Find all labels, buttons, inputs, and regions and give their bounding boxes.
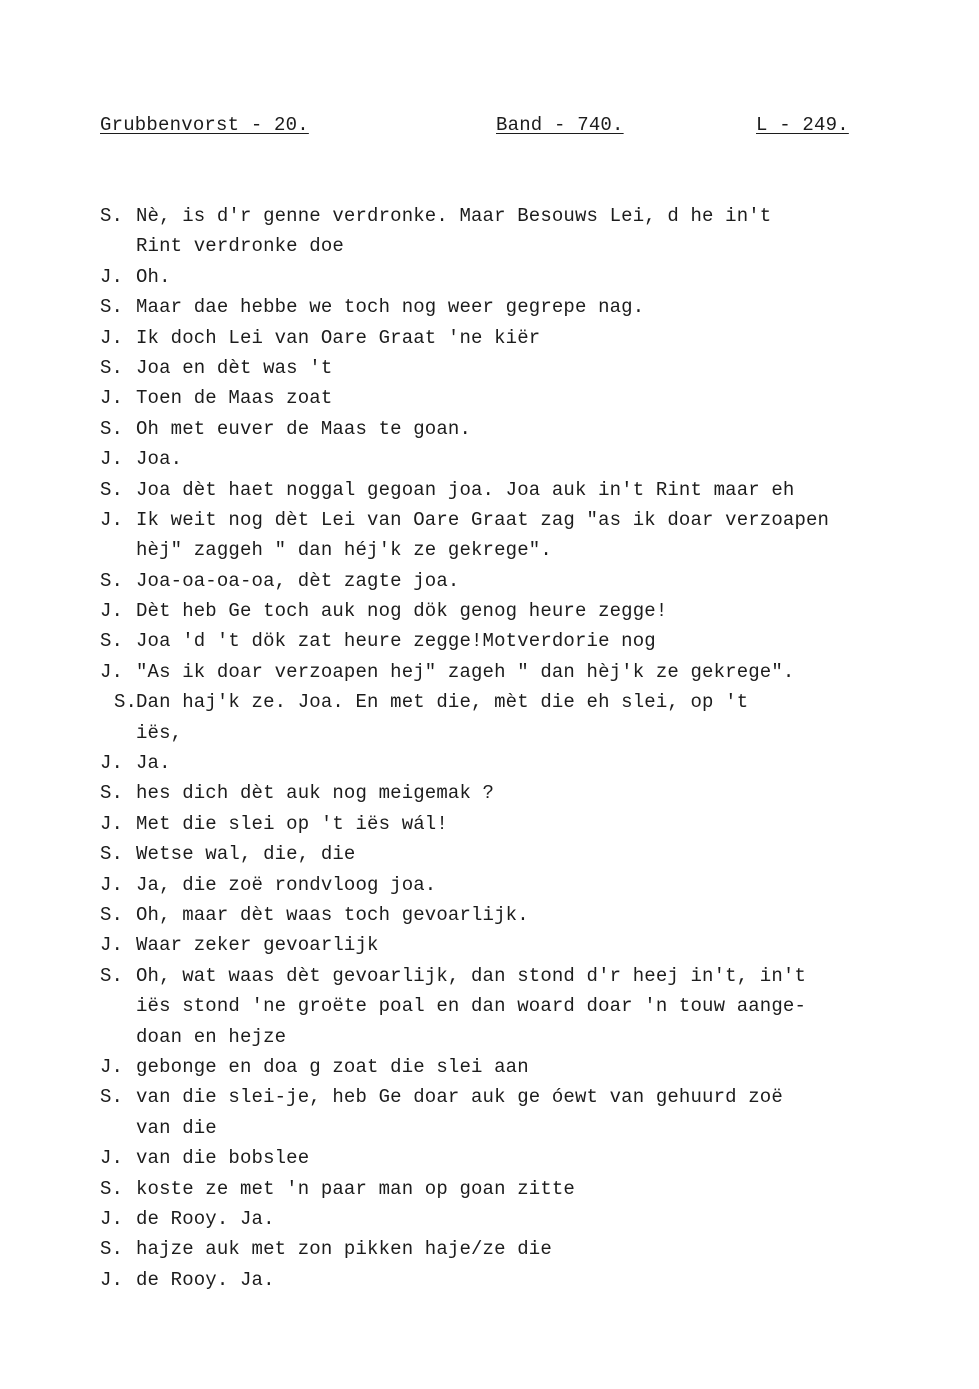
utterance-text: Rint verdronke doe xyxy=(136,235,344,258)
utterance-text: Joa. xyxy=(136,448,183,471)
speaker-label: S. xyxy=(100,843,124,866)
speaker-label: S. xyxy=(100,1177,124,1200)
utterance-text: iës stond 'ne groëte poal en dan woard doar 'n touw aange- xyxy=(136,995,807,1018)
speaker-label: J. xyxy=(100,600,124,623)
utterance-text: van die xyxy=(136,1116,217,1139)
utterance-text: Ja, die zoë rondvloog joa. xyxy=(136,873,437,896)
speaker-label: J. xyxy=(100,1147,124,1170)
transcript-line xyxy=(100,930,900,960)
header-location: Grubbenvorst - 20. xyxy=(100,114,309,136)
transcript-line xyxy=(100,718,900,748)
transcript-line xyxy=(100,961,900,991)
utterance-text: Oh, wat waas dèt gevoarlijk, dan stond d'r heej in't, in't xyxy=(136,964,807,987)
speaker-label: S. xyxy=(100,356,124,379)
utterance-text: Dan haj'k ze. Joa. En met die, mèt die eh slei, op 't xyxy=(136,691,749,714)
transcript-line xyxy=(100,1113,900,1143)
transcript-line xyxy=(100,1204,900,1234)
header-tape-number: Band - 740. xyxy=(496,114,624,136)
speaker-label: J. xyxy=(100,873,124,896)
utterance-text: gebonge en doa g zoat die slei aan xyxy=(136,1055,529,1078)
speaker-label: S. xyxy=(100,296,124,319)
speaker-label: J. xyxy=(100,1055,124,1078)
transcript-line xyxy=(100,353,900,383)
speaker-label: S. xyxy=(100,1238,124,1261)
transcript-line xyxy=(100,748,900,778)
utterance-text: de Rooy. Ja. xyxy=(136,1207,275,1230)
transcript-line xyxy=(100,626,900,656)
transcript-line xyxy=(100,1265,900,1295)
utterance-text: Ik doch Lei van Oare Graat 'ne kiër xyxy=(136,326,541,349)
speaker-label: J. xyxy=(100,812,124,835)
utterance-text: van die slei-je, heb Ge doar auk ge óewt van gehuurd zoë xyxy=(136,1086,783,1109)
transcript-line xyxy=(100,1234,900,1264)
transcript-line xyxy=(100,231,900,261)
transcript-line xyxy=(100,1052,900,1082)
transcript-line xyxy=(100,292,900,322)
utterance-text: doan en hejze xyxy=(136,1025,287,1048)
dialogue-transcript xyxy=(100,201,900,1295)
utterance-text: iës, xyxy=(136,721,183,744)
transcript-line xyxy=(100,778,900,808)
speaker-label: S. xyxy=(114,691,138,714)
transcript-line xyxy=(100,687,900,717)
transcript-line xyxy=(100,201,900,231)
utterance-text: Met die slei op 't iës wál! xyxy=(136,812,448,835)
speaker-label: S. xyxy=(100,964,124,987)
transcript-line xyxy=(100,870,900,900)
speaker-label: S. xyxy=(100,417,124,440)
utterance-text: Ik weit nog dèt Lei van Oare Graat zag "as ik doar verzoapen xyxy=(136,508,830,531)
speaker-label: J. xyxy=(100,752,124,775)
utterance-text: koste ze met 'n paar man op goan zitte xyxy=(136,1177,575,1200)
speaker-label: J. xyxy=(100,1207,124,1230)
page-header xyxy=(100,114,860,140)
utterance-text: hes dich dèt auk nog meigemak ? xyxy=(136,782,495,805)
transcript-line xyxy=(100,505,900,535)
speaker-label: J. xyxy=(100,508,124,531)
utterance-text: Dèt heb Ge toch auk nog dök genog heure zegge! xyxy=(136,600,668,623)
speaker-label: J. xyxy=(100,326,124,349)
utterance-text: Oh, maar dèt waas toch gevoarlijk. xyxy=(136,903,529,926)
transcript-line xyxy=(100,657,900,687)
transcript-line xyxy=(100,1082,900,1112)
utterance-text: Joa 'd 't dök zat heure zegge!Motverdorie nog xyxy=(136,630,656,653)
speaker-label: S. xyxy=(100,1086,124,1109)
transcript-line xyxy=(100,900,900,930)
transcript-line xyxy=(100,566,900,596)
utterance-text: Joa-oa-oa-oa, dèt zagte joa. xyxy=(136,569,460,592)
transcript-line xyxy=(100,991,900,1021)
transcript-line xyxy=(100,262,900,292)
utterance-text: Nè, is d'r genne verdronke. Maar Besouws Lei, d he in't xyxy=(136,205,772,227)
transcript-line xyxy=(100,1174,900,1204)
transcript-line xyxy=(100,323,900,353)
speaker-label: S. xyxy=(100,569,124,592)
utterance-text: Toen de Maas zoat xyxy=(136,387,333,410)
transcript-line xyxy=(100,1022,900,1052)
speaker-label: S. xyxy=(100,630,124,653)
speaker-label: J. xyxy=(100,387,124,410)
transcript-line xyxy=(100,1143,900,1173)
utterance-text: Maar dae hebbe we toch nog weer gegrepe nag. xyxy=(136,296,645,319)
utterance-text: Oh met euver de Maas te goan. xyxy=(136,417,472,440)
utterance-text: de Rooy. Ja. xyxy=(136,1268,275,1291)
speaker-label: S. xyxy=(100,782,124,805)
utterance-text: Oh. xyxy=(136,265,171,288)
utterance-text: Joa dèt haet noggal gegoan joa. Joa auk in't Rint maar eh xyxy=(136,478,795,501)
utterance-text: hajze auk met zon pikken haje/ze die xyxy=(136,1238,552,1261)
header-page-number: L - 249. xyxy=(756,114,849,136)
utterance-text: Wetse wal, die, die xyxy=(136,843,356,866)
speaker-label: S. xyxy=(100,478,124,501)
transcript-line xyxy=(100,839,900,869)
transcript-line xyxy=(100,444,900,474)
speaker-label: S. xyxy=(100,903,124,926)
transcript-line xyxy=(100,383,900,413)
speaker-label: J. xyxy=(100,934,124,957)
utterance-text: "As ik doar verzoapen hej" zageh " dan hèj'k ze gekrege". xyxy=(136,660,795,683)
transcript-line xyxy=(100,809,900,839)
speaker-label: J. xyxy=(100,265,124,288)
speaker-label: J. xyxy=(100,1268,124,1291)
speaker-label: J. xyxy=(100,660,124,683)
utterance-text: van die bobslee xyxy=(136,1147,310,1170)
speaker-label: S. xyxy=(100,205,124,227)
transcript-line xyxy=(100,596,900,626)
utterance-text: Joa en dèt was 't xyxy=(136,356,333,379)
utterance-text: Ja. xyxy=(136,752,171,775)
utterance-text: hèj" zaggeh " dan héj'k ze gekrege". xyxy=(136,539,552,562)
speaker-label: J. xyxy=(100,448,124,471)
utterance-text: Waar zeker gevoarlijk xyxy=(136,934,379,957)
transcript-line xyxy=(100,414,900,444)
transcript-line xyxy=(100,535,900,565)
transcript-line xyxy=(100,475,900,505)
